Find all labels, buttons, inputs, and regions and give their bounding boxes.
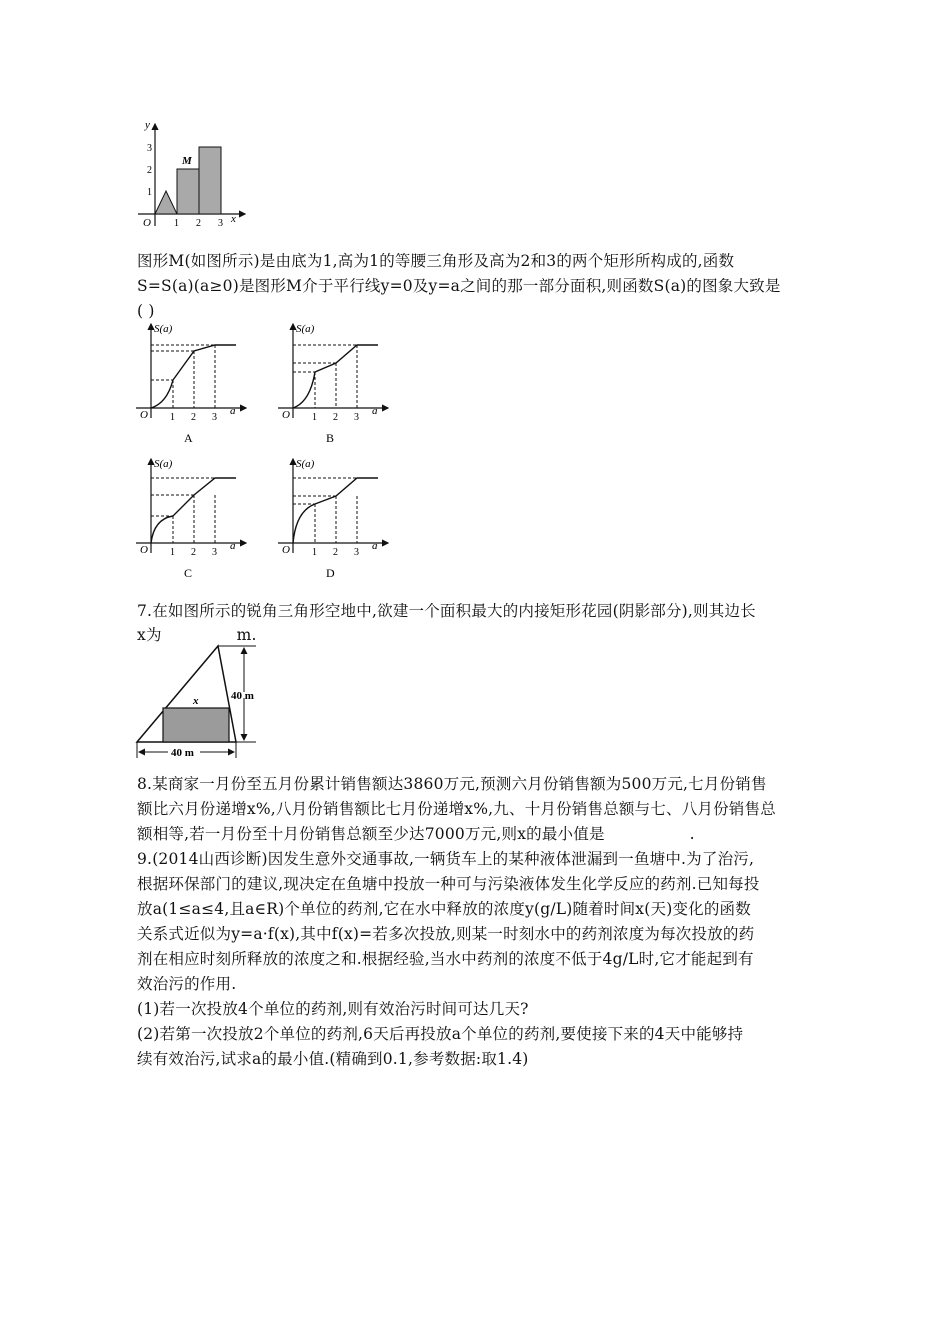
q9-line: 根据环保部门的建议,现决定在鱼塘中投放一种可与污染液体发生化学反应的药剂.已知每投 <box>137 875 760 893</box>
base-label: 40 m <box>171 747 194 759</box>
figure-m <box>130 118 255 230</box>
q7-line: 7.在如图所示的锐角三角形空地中,欲建一个面积最大的内接矩形花园(阴影部分),则其边长 <box>137 602 756 620</box>
option-label: D <box>326 566 335 580</box>
q6-line: 图形M(如图所示)是由底为1,高为1的等腰三角形及高为2和3的两个矩形所构成的,函数 <box>137 252 735 270</box>
rect-width-label: x <box>193 695 199 707</box>
y-axis-label: S(a) <box>154 458 173 470</box>
shape-label: M <box>182 155 192 167</box>
height-label: 40 m <box>231 690 254 702</box>
x-tick: 2 <box>191 412 196 423</box>
x-tick: 3 <box>212 412 217 423</box>
q8-line3-end: . <box>689 825 695 843</box>
q6-line: ( ) <box>137 302 155 320</box>
q8-line: 额比六月份递增x%,八月份销售额比七月份递增x%,九、十月份销售总额与七、八月份销售总 <box>137 800 776 818</box>
y-axis-label: S(a) <box>154 323 173 335</box>
x-tick: 2 <box>333 547 338 558</box>
x-tick: 3 <box>212 547 217 558</box>
q8-line: 8.某商家一月份至五月份累计销售额达3860万元,预测六月份销售额为500万元,七月份销售 <box>137 775 767 793</box>
option-graph-d <box>274 453 394 583</box>
q9-subquestion-2: (2)若第一次投放2个单位的药剂,6天后再投放a个单位的药剂,要使接下来的4天中能够持 <box>137 1025 744 1043</box>
q9-subquestion-2-cont: 续有效治污,试求a的最小值.(精确到0.1,参考数据:取1.4) <box>137 1050 529 1068</box>
q7-line2-start: x为 <box>137 626 162 644</box>
option-graph-b <box>274 318 394 448</box>
q8-line3-start: 额相等,若一月份至十月份销售总额至少达7000万元,则x的最小值是 <box>137 825 605 843</box>
x-tick: 3 <box>218 218 223 229</box>
x-axis-label: a <box>230 540 236 552</box>
y-tick: 3 <box>147 143 152 154</box>
x-tick: 3 <box>354 412 359 423</box>
x-axis-label: a <box>372 405 378 417</box>
option-graph-c <box>132 453 252 583</box>
origin-label: O <box>282 544 290 556</box>
x-axis-label: a <box>372 540 378 552</box>
origin-label: O <box>143 217 151 229</box>
q9-line: 剂在相应时刻所释放的浓度之和.根据经验,当水中药剂的浓度不低于4g/L时,它才能起到有 <box>137 950 754 968</box>
option-label: A <box>184 431 193 445</box>
x-tick: 1 <box>174 218 179 229</box>
y-axis-label: y <box>145 119 150 131</box>
origin-label: O <box>282 409 290 421</box>
x-tick: 2 <box>191 547 196 558</box>
origin-label: O <box>140 409 148 421</box>
y-tick: 2 <box>147 165 152 176</box>
q9-line: 效治污的作用. <box>137 975 237 993</box>
y-tick: 1 <box>147 187 152 198</box>
y-axis-label: S(a) <box>296 458 315 470</box>
q8-line <box>137 823 817 845</box>
triangle-figure <box>132 642 282 768</box>
x-axis-label: a <box>230 405 236 417</box>
option-label: B <box>326 431 335 445</box>
x-tick: 2 <box>196 218 201 229</box>
y-axis-label: S(a) <box>296 323 315 335</box>
q7-line2-end: m. <box>236 626 257 644</box>
q9-line: 放a(1≤a≤4,且a∈R)个单位的药剂,它在水中释放的浓度y(g/L)随着时间x(天)变化的函数 <box>137 900 751 918</box>
q9-line: 关系式近似为y=a·f(x),其中f(x)=若多次投放,则某一时刻水中的药剂浓度为每次投放的药 <box>137 925 755 943</box>
x-tick: 1 <box>312 412 317 423</box>
option-label: C <box>184 566 193 580</box>
x-tick: 1 <box>312 547 317 558</box>
option-graph-a <box>132 318 252 448</box>
x-axis-label: x <box>231 213 236 225</box>
q6-line: S=S(a)(a≥0)是图形M介于平行线y=0及y=a之间的那一部分面积,则函数S(a)的图象大致是 <box>137 277 781 295</box>
x-tick: 1 <box>170 547 175 558</box>
origin-label: O <box>140 544 148 556</box>
x-tick: 1 <box>170 412 175 423</box>
q9-subquestion-1: (1)若一次投放4个单位的药剂,则有效治污时间可达几天? <box>137 1000 529 1018</box>
x-tick: 3 <box>354 547 359 558</box>
q9-line: 9.(2014山西诊断)因发生意外交通事故,一辆货车上的某种液体泄漏到一鱼塘中.为了治污, <box>137 850 755 868</box>
x-tick: 2 <box>333 412 338 423</box>
